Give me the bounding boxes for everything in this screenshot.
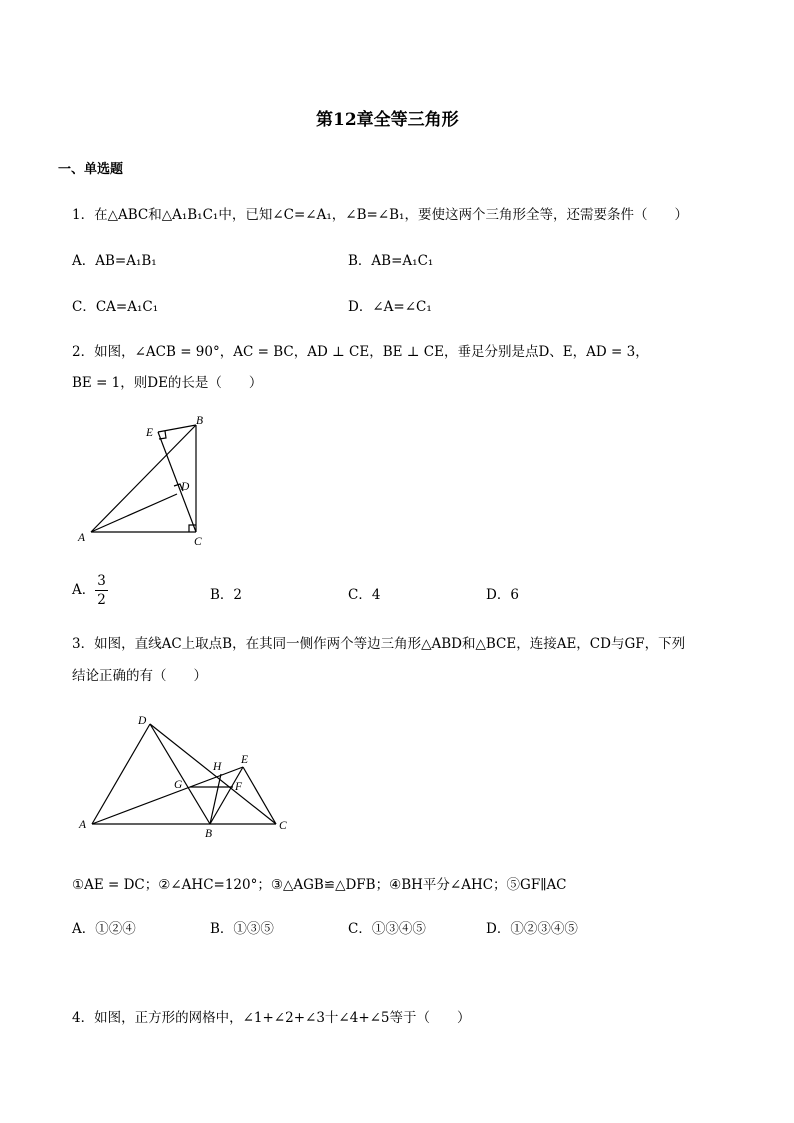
q2-label-b: B [196,415,204,427]
q3-figure [74,708,304,840]
q3-label-c: C [279,820,287,832]
q2-label-a: A [78,532,86,544]
question-4-stem: 4．如图，正方形的网格中，∠1+∠2+∠3十∠4+∠5等于（ ） [72,1010,471,1026]
q3-option-d: D．①②③④⑤ [486,921,578,937]
question-2-stem-line1: 2．如图，∠ACB = 90°，AC = BC，AD ⊥ CE，BE ⊥ CE，垂足分别是点D、E，AD = 3， [72,344,649,360]
q2-figure [70,408,220,553]
q2-option-c: C．4 [348,587,381,603]
q2-option-b: B．2 [210,587,243,603]
q3-label-f: F [235,781,243,793]
fraction-numerator: 3 [97,573,106,589]
q3-label-g: G [174,779,183,791]
q1-option-d: D．∠A=∠C₁ [348,299,432,315]
question-3-stem-line2: 结论正确的有（ ） [72,668,207,684]
q3-label-a: A [79,819,87,831]
q2-option-d: D．6 [486,587,519,603]
q1-option-c: C．CA=A₁C₁ [72,299,159,315]
page-title: 第12章全等三角形 [316,110,459,130]
q3-label-d: D [138,715,147,727]
q3-label-e: E [241,754,249,766]
section-heading: 一、单选题 [58,162,124,177]
q3-label-b: B [205,828,213,840]
q2-option-a-fraction [95,572,108,609]
q2-label-c: C [194,536,202,548]
question-1-stem: 1．在△ABC和△A₁B₁C₁中，已知∠C=∠A₁，∠B=∠B₁，要使这两个三角形全等，还需要条件（ ） [72,207,688,223]
q2-label-d: D [181,481,190,493]
q3-label-h: H [213,761,222,773]
q1-option-a: A．AB=A₁B₁ [72,253,157,269]
q2-option-a-prefix: A． [72,582,96,598]
fraction-denominator: 2 [97,592,106,608]
q3-option-a: A．①②④ [72,921,136,937]
q2-label-e: E [146,427,154,439]
question-2-stem-line2: BE = 1，则DE的长是（ ） [72,375,263,391]
q1-option-b: B．AB=A₁C₁ [348,253,434,269]
question-3-stem-line1: 3．如图，直线AC上取点B，在其同一侧作两个等边三角形△ABD和△BCE，连接AE，CD与GF，下列 [72,636,686,652]
q3-option-b: B．①③⑤ [210,921,274,937]
q2-option-a [72,572,108,609]
q3-option-c: C．①③④⑤ [348,921,426,937]
q3-conclusions: ①AE = DC；②∠AHC=120°；③△AGB≌△DFB；④BH平分∠AHC；⑤GF∥AC [72,877,567,893]
